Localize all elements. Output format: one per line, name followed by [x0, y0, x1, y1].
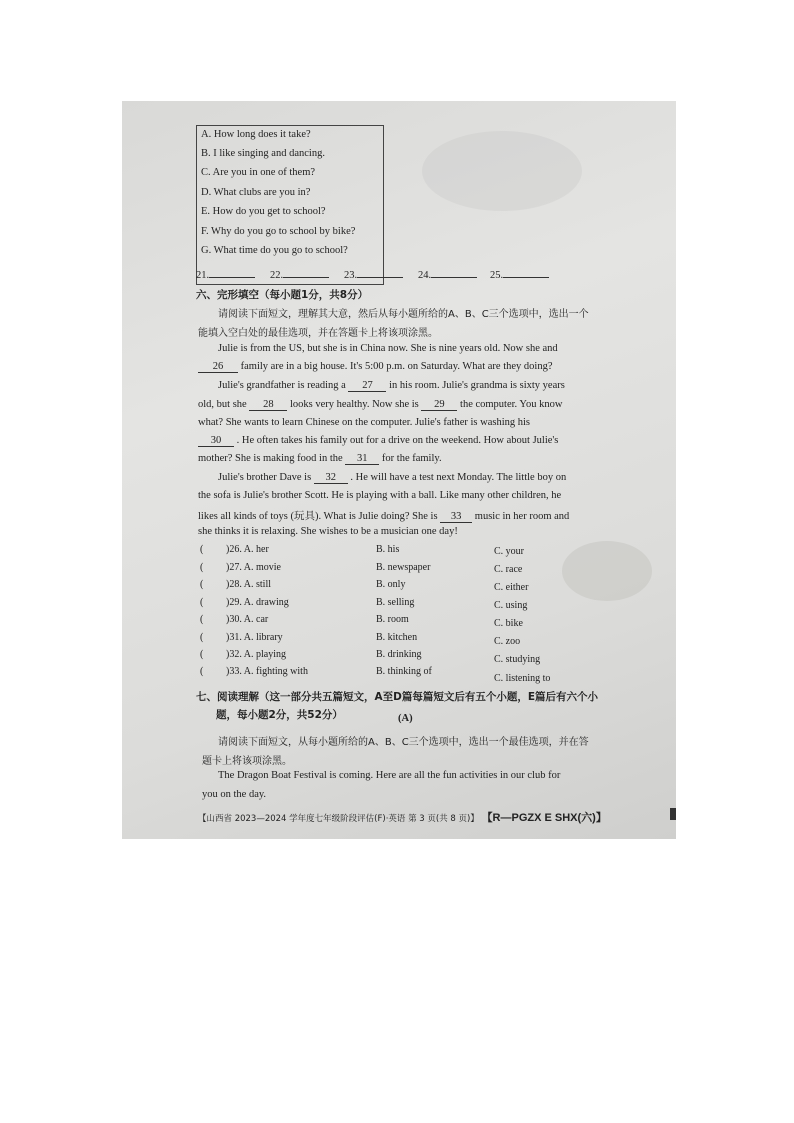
blank-26: 26 — [198, 361, 238, 373]
passage-text: . He will have a test next Monday. The little boy on — [350, 472, 567, 483]
choice-32-c[interactable]: C. studying — [494, 654, 541, 665]
passage-line-4 — [198, 399, 562, 411]
blank-25[interactable] — [490, 266, 549, 281]
option-b: B. I like singing and dancing. — [201, 148, 325, 159]
option-a: A. How long does it take? — [201, 129, 311, 140]
choice-paren: ( — [200, 597, 204, 608]
blank-label: 22. — [270, 270, 284, 281]
blank-30: 30 — [198, 435, 234, 447]
scanned-page-photo — [122, 101, 676, 839]
blank-28: 28 — [249, 399, 287, 411]
passage-text: looks very healthy. Now she is — [289, 399, 419, 410]
blank-22[interactable] — [270, 266, 329, 281]
choice-27-c[interactable]: C. race — [494, 564, 523, 575]
passage-line-6 — [198, 435, 558, 447]
answer-blanks — [196, 266, 576, 282]
choice-paren: ( — [200, 649, 204, 660]
blank-21[interactable] — [196, 266, 255, 281]
choice-26-c[interactable]: C. your — [494, 546, 524, 557]
passage-line-7 — [198, 453, 442, 465]
passage-line-8 — [218, 472, 566, 484]
choice-31-c[interactable]: C. zoo — [494, 636, 521, 647]
choice-paren: ( — [200, 666, 204, 677]
choice-paren: ( — [200, 614, 204, 625]
blank-29: 29 — [421, 399, 457, 411]
passage-line-2 — [198, 361, 552, 373]
option-e: E. How do you get to school? — [201, 206, 326, 217]
choice-33-b[interactable]: B. thinking of — [376, 666, 432, 677]
section-7-title-1: 七、阅读理解（这一部分共五篇短文，A至D篇每篇短文后有五个小题，E篇后有六个小 — [196, 691, 599, 703]
blank-27: 27 — [348, 380, 386, 392]
choice-33-a[interactable]: )33. A. fighting with — [226, 666, 308, 677]
section-6-title: 六、完形填空（每小题1分，共8分） — [196, 289, 369, 301]
section-7-instruction-1: 请阅读下面短文，从每小题所给的A、B、C三个选项中，选出一个最佳选项，并在答 — [218, 737, 589, 748]
passage-text: mother? She is making food in the — [198, 453, 343, 464]
blank-23[interactable] — [344, 266, 403, 281]
choice-30-a[interactable]: )30. A. car — [226, 614, 269, 625]
passage-line-9: the sofa is Julie's brother Scott. He is playing with a ball. Like many other children, he — [198, 490, 562, 501]
choice-31-a[interactable]: )31. A. library — [226, 632, 283, 643]
choice-paren: ( — [200, 579, 204, 590]
passage-line-5: what? She wants to learn Chinese on the computer. Julie's father is washing his — [198, 417, 530, 428]
passage-text: in his room. Julie's grandma is sixty years — [389, 380, 565, 391]
choice-30-b[interactable]: B. room — [376, 614, 409, 625]
section-7-instruction-2: 题卡上将该项涂黑。 — [202, 756, 292, 767]
footer-text: 【山西省 2023—2024 学年度七年级阶段评估(F)·英语 第 3 页(共 8 页)】 — [198, 814, 479, 824]
section-7-text-1: The Dragon Boat Festival is coming. Here are all the fun activities in our club for — [218, 770, 561, 781]
choice-30-c[interactable]: C. bike — [494, 618, 523, 629]
passage-text: Julie's grandfather is reading a — [218, 380, 346, 391]
page-footer — [198, 809, 658, 825]
choice-28-c[interactable]: C. either — [494, 582, 529, 593]
choice-28-b[interactable]: B. only — [376, 579, 406, 590]
choice-26-a[interactable]: )26. A. her — [226, 544, 269, 555]
option-f: F. Why do you go to school by bike? — [201, 226, 356, 237]
passage-line-3 — [218, 380, 565, 392]
section-6-instruction-1: 请阅读下面短文，理解其大意，然后从每小题所给的A、B、C三个选项中，选出一个 — [218, 309, 589, 320]
options-box — [196, 125, 384, 285]
choice-paren: ( — [200, 632, 204, 643]
blank-label: 25. — [490, 270, 504, 281]
choice-29-a[interactable]: )29. A. drawing — [226, 597, 289, 608]
choice-29-b[interactable]: B. selling — [376, 597, 415, 608]
choice-27-a[interactable]: )27. A. movie — [226, 562, 281, 573]
blank-33: 33 — [440, 511, 472, 523]
choice-26-b[interactable]: B. his — [376, 544, 400, 555]
passage-line-1: Julie is from the US, but she is in China now. She is nine years old. Now she and — [218, 343, 558, 354]
choice-paren: ( — [200, 562, 204, 573]
choice-27-b[interactable]: B. newspaper — [376, 562, 431, 573]
footer-code: 【R—PGZX E SHX(六)】 — [481, 812, 607, 824]
passage-text: old, but she — [198, 399, 247, 410]
choice-28-a[interactable]: )28. A. still — [226, 579, 272, 590]
edge-mark — [670, 808, 676, 820]
passage-text: likes all kinds of toys (玩具). What is Julie doing? She is — [198, 511, 438, 522]
option-d: D. What clubs are you in? — [201, 187, 311, 198]
blank-label: 24. — [418, 270, 432, 281]
blank-label: 23. — [344, 270, 358, 281]
choice-32-a[interactable]: )32. A. playing — [226, 649, 286, 660]
choice-33-c[interactable]: C. listening to — [494, 673, 551, 684]
blank-32: 32 — [314, 472, 348, 484]
passage-text: for the family. — [381, 453, 442, 464]
section-7-title-2: 题，每小题2分，共52分） — [216, 709, 343, 721]
passage-a-heading: (A) — [398, 713, 413, 724]
passage-text: . He often takes his family out for a drive on the weekend. How about Julie's — [236, 435, 559, 446]
passage-line-11: she thinks it is relaxing. She wishes to be a musician one day! — [198, 526, 458, 537]
choice-29-c[interactable]: C. using — [494, 600, 528, 611]
blank-label: 21. — [196, 270, 210, 281]
passage-text: the computer. You know — [460, 399, 563, 410]
choice-31-b[interactable]: B. kitchen — [376, 632, 418, 643]
blank-31: 31 — [345, 453, 379, 465]
section-7-text-2: you on the day. — [202, 789, 267, 800]
option-c: C. Are you in one of them? — [201, 167, 316, 178]
passage-line-10 — [198, 508, 569, 523]
section-6-instruction-2: 能填入空白处的最佳选项，并在答题卡上将该项涂黑。 — [198, 328, 438, 339]
choice-32-b[interactable]: B. drinking — [376, 649, 422, 660]
exam-sheet — [122, 101, 676, 839]
passage-text: music in her room and — [474, 511, 570, 522]
option-g: G. What time do you go to school? — [201, 245, 348, 256]
passage-text: family are in a big house. It's 5:00 p.m. on Saturday. What are they doing? — [240, 361, 553, 372]
choice-paren: ( — [200, 544, 204, 555]
blank-24[interactable] — [418, 266, 477, 281]
passage-text: Julie's brother Dave is — [218, 472, 312, 483]
